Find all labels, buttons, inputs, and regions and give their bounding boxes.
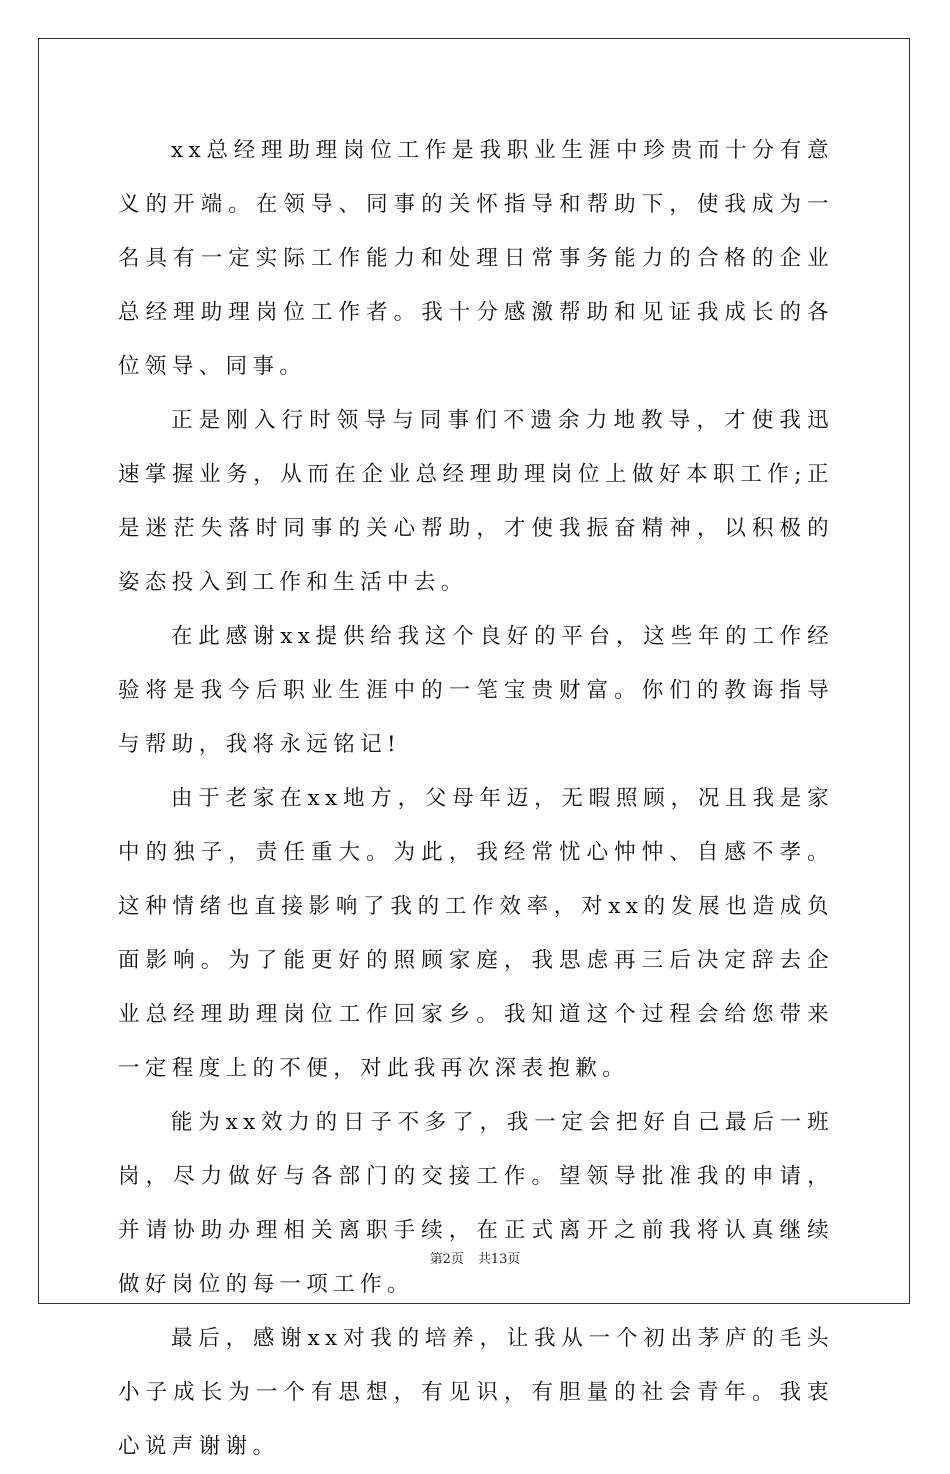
paragraph-5: 能为xx效力的日子不多了，我一定会把好自己最后一班岗，尽力做好与各部门的交接工作。望领导批准我的申请，并请协助办理相关离职手续，在正式离开之前我将认真继续做好岗位的每一项工作。 <box>118 1110 834 1297</box>
paragraph-1: xx总经理助理岗位工作是我职业生涯中珍贵而十分有意义的开端。在领导、同事的关怀指导和帮助下，使我成为一名具有一定实际工作能力和处理日常事务能力的合格的企业总经理助理岗位工作者。我十分感激帮助和见证我成长的各位领导、同事。 <box>118 138 834 379</box>
document-body <box>118 124 834 1474</box>
paragraph-4: 由于老家在xx地方，父母年迈，无暇照顾，况且我是家中的独子，责任重大。为此，我经常忧心忡忡、自感不孝。这种情绪也直接影响了我的工作效率，对xx的发展也造成负面影响。为了能更好的照顾家庭，我思虑再三后决定辞去企业总经理助理岗位工作回家乡。我知道这个过程会给您带来一定程度上的不便，对此我再次深表抱歉。 <box>118 786 834 1081</box>
paragraph-6: 最后，感谢xx对我的培养，让我从一个初出茅庐的毛头小子成长为一个有思想，有见识，有胆量的社会青年。我衷心说声谢谢。 <box>118 1326 834 1459</box>
page-footer <box>0 1248 950 1267</box>
paragraph-3: 在此感谢xx提供给我这个良好的平台，这些年的工作经验将是我今后职业生涯中的一笔宝贵财富。你们的教诲指导与帮助，我将永远铭记! <box>118 624 834 757</box>
page-number: 第2页 <box>429 1252 464 1267</box>
paragraph-2: 正是刚入行时领导与同事们不遗余力地教导，才使我迅速掌握业务，从而在企业总经理助理岗位上做好本职工作;正是迷茫失落时同事的关心帮助，才使我振奋精神，以积极的姿态投入到工作和生活中去。 <box>118 408 834 595</box>
total-pages: 共13页 <box>477 1252 521 1267</box>
